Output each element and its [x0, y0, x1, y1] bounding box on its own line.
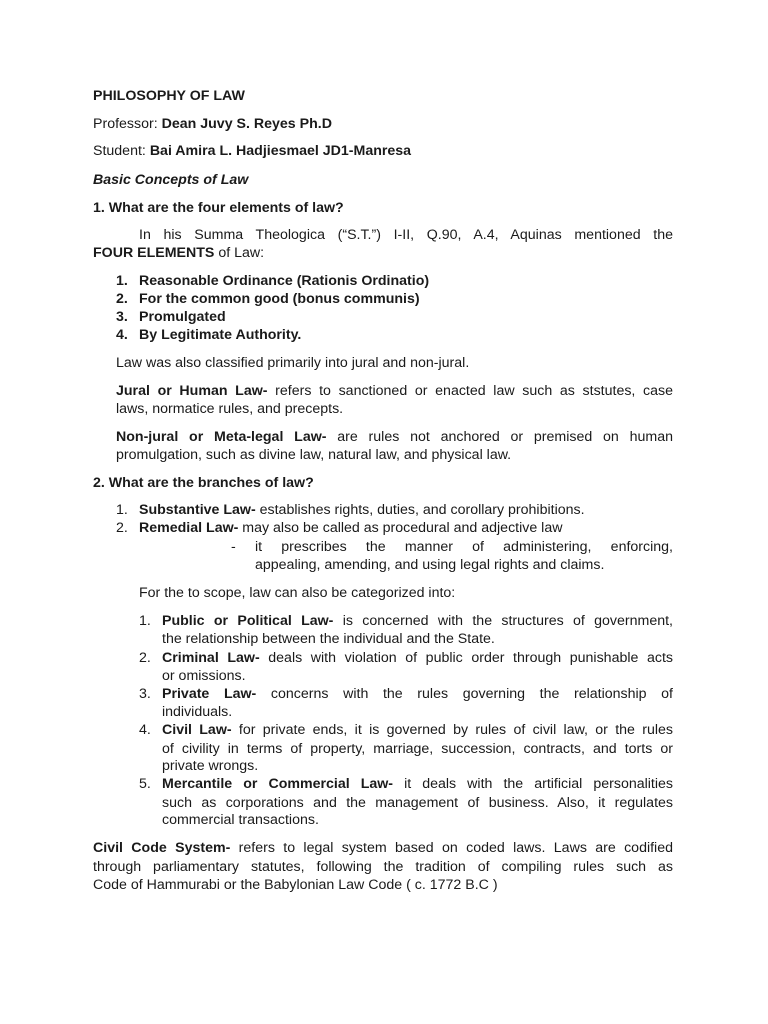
student-name: Bai Amira L. Hadjiesmael JD1-Manresa: [149, 143, 412, 159]
question-1-heading: 1. What are the four elements of law?: [93, 200, 344, 216]
branch-term: Substantive Law-: [139, 502, 256, 518]
category-term: Criminal Law-: [162, 650, 260, 666]
branch-num: 2.: [116, 520, 128, 536]
professor-label: Professor:: [93, 116, 158, 132]
civil-code-line3: Code of Hammurabi or the Babylonian Law Code ( c. 1772 B.C ): [93, 877, 498, 893]
element-3: [116, 309, 226, 326]
nonjural-line2: promulgation, such as divine law, natural law, and physical law.: [116, 447, 512, 463]
remedial-dash: -: [231, 539, 236, 555]
category-4-line2: of civility in terms of property, marriage, succession, contracts, and torts or: [162, 741, 673, 757]
category-term: Public or Political Law-: [162, 613, 334, 629]
element-num: 1.: [116, 273, 128, 289]
q1-intro-line2: [93, 245, 264, 262]
student-label: Student:: [93, 143, 146, 159]
nonjural-desc: are rules not anchored or premised on human: [326, 429, 673, 445]
category-term: Mercantile or Commercial Law-: [162, 776, 394, 792]
category-5-line1: [162, 775, 673, 794]
category-3-line2: individuals.: [162, 704, 233, 720]
category-term: Civil Law-: [162, 722, 232, 738]
nonjural-term: Non-jural or Meta-legal Law-: [116, 429, 327, 445]
jural-line1: [116, 382, 673, 401]
element-2: [116, 291, 420, 308]
category-4-line3: private wrongs.: [162, 758, 259, 774]
jural-term: Jural or Human Law-: [116, 383, 268, 399]
element-4: [116, 327, 301, 344]
nonjural-line1: [116, 428, 673, 447]
branch-text: may also be called as procedural and adjective law: [238, 520, 563, 536]
civil-code-line2: through parliamentary statutes, following the tradition of compiling rules such as: [93, 859, 673, 875]
jural-line2: laws, normatice rules, and precepts.: [116, 401, 344, 417]
category-1-line1: [162, 612, 673, 631]
remedial-line1: it prescribes the manner of administering, enforcing,: [255, 539, 673, 555]
remedial-line2: appealing, amending, and using legal rights and claims.: [255, 557, 605, 573]
element-1: [116, 273, 429, 290]
civil-code-line1: [93, 839, 673, 858]
student-line: [93, 143, 411, 160]
element-text: For the common good (bonus communis): [139, 291, 420, 307]
element-num: 3.: [116, 309, 128, 325]
category-term: Private Law-: [162, 686, 257, 702]
category-desc: deals with violation of public order through punishable acts: [259, 650, 674, 666]
element-text: Reasonable Ordinance (Rationis Ordinatio): [139, 273, 430, 289]
branch-text: establishes rights, duties, and corollary prohibitions.: [255, 502, 585, 518]
category-3-line1: [162, 685, 673, 704]
civil-code-desc: refers to legal system based on coded laws. Laws are codified: [230, 840, 673, 856]
category-num: 3.: [139, 686, 151, 702]
category-2-line1: [162, 649, 673, 668]
civil-code-term: Civil Code System-: [93, 840, 231, 856]
category-num: 2.: [139, 650, 151, 666]
category-desc: concerns with the rules governing the relationship of: [256, 686, 673, 702]
element-text: Promulgated: [139, 309, 226, 325]
element-num: 2.: [116, 291, 128, 307]
category-2-line2: or omissions.: [162, 668, 246, 684]
jural-desc: refers to sanctioned or enacted law such as ststutes, case: [267, 383, 674, 399]
branch-num: 1.: [116, 502, 128, 518]
element-text: By Legitimate Authority.: [139, 327, 302, 343]
element-num: 4.: [116, 327, 128, 343]
q1-intro-rest: of Law:: [214, 245, 265, 261]
classification-sentence: Law was also classified primarily into jural and non-jural.: [116, 355, 470, 371]
category-1-line2: the relationship between the individual and the State.: [162, 631, 495, 647]
category-num: 4.: [139, 722, 151, 738]
branch-2: [116, 520, 562, 537]
category-5-line2: such as corporations and the management of business. Also, it regulates: [162, 795, 673, 811]
document-title: PHILOSOPHY OF LAW: [93, 88, 245, 104]
category-num: 1.: [139, 613, 151, 629]
professor-name: Dean Juvy S. Reyes Ph.D: [161, 116, 332, 132]
category-desc: it deals with the artificial personalities: [393, 776, 673, 792]
q1-intro-line1: In his Summa Theologica (“S.T.”) I-II, Q.90, A.4, Aquinas mentioned the: [139, 227, 673, 243]
category-desc: is concerned with the structures of government,: [333, 613, 673, 629]
category-desc: for private ends, it is governed by rules of civil law, or the rules: [231, 722, 673, 738]
scope-intro: For the to scope, law can also be categorized into:: [139, 585, 456, 601]
branch-1: [116, 502, 585, 519]
question-2-heading: 2. What are the branches of law?: [93, 475, 314, 491]
professor-line: [93, 116, 332, 133]
branch-term: Remedial Law-: [139, 520, 239, 536]
category-num: 5.: [139, 776, 151, 792]
category-4-line1: [162, 721, 673, 740]
section-heading: Basic Concepts of Law: [93, 172, 249, 188]
category-5-line3: commercial transactions.: [162, 812, 319, 828]
four-elements-term: FOUR ELEMENTS: [93, 245, 215, 261]
